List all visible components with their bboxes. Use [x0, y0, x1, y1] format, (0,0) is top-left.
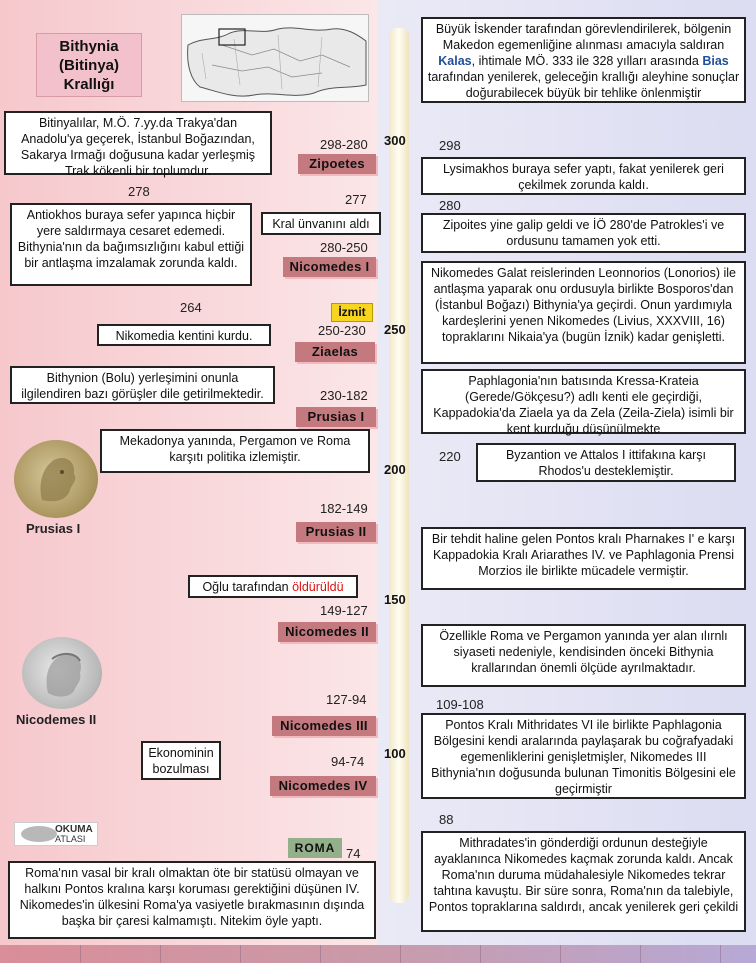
mithradates-88-box: Mithradates'in gönderdiği ordunun desteğiyle ayaklanınca Nikomedes kaçmak zorunda kaldı. Ancak Roma'nın duruma müdahalesiyle Nikomedes tekrar tahtına kavuştu. Bir süre sonra, Roma'nın da talebiyle, Pontos topraklarına saldırdı, ancak yenilerek geri çekildi: [421, 831, 746, 932]
prusias-caption: Prusias I: [26, 521, 81, 536]
anatolia-map: [181, 14, 369, 102]
king-years-prusias-1: 230-182: [320, 388, 368, 403]
logo-word-1: OKUMA: [55, 824, 93, 835]
kalas-name: Kalas: [438, 54, 472, 68]
king-label-nicomedes-3: Nicomedes III: [272, 716, 376, 736]
king-label-prusias-2: Prusias II: [296, 522, 376, 542]
makedonya-box: Mekadonya yanında, Pergamon ve Roma karşıtı politika izlemiştir.: [100, 429, 370, 473]
prusias-coin-image: [14, 440, 98, 518]
axis-label-150: 150: [384, 592, 406, 607]
bottom-bar: [0, 945, 756, 963]
king-years-nicomedes-2: 149-127: [320, 603, 368, 618]
title-line-3: Krallığı: [63, 76, 115, 93]
roma-label: ROMA: [288, 838, 342, 858]
axis-label-300: 300: [384, 133, 406, 148]
nicodemes-coin-image: [22, 637, 102, 709]
king-years-prusias-2: 182-149: [320, 501, 368, 516]
axis-label-250: 250: [384, 322, 406, 337]
king-label-nicomedes-1: Nicomedes I: [283, 257, 376, 277]
king-years-nicomedes-3: 127-94: [326, 692, 367, 707]
iskender-text-3: tarafından yenilerek, geleceğin krallığı aleyhine sonuçlar doğurabilecek büyük bir tehlike önlenmiştir: [427, 70, 740, 100]
byzantion-box: Byzantion ve Attalos I ittifakına karşı Rhodos'u desteklemiştir.: [476, 443, 736, 482]
king-years-nicomedes-1: 280-250: [320, 240, 368, 255]
axis-label-200: 200: [384, 462, 406, 477]
title-line-1: Bithynia: [59, 38, 119, 55]
page-title: [36, 33, 142, 97]
izmit-label: İzmit: [331, 303, 373, 322]
king-years-zipoetes: 298-280: [320, 137, 368, 152]
title-line-2: (Bitinya): [59, 57, 119, 74]
year-298: 298: [439, 138, 461, 153]
vasal-box: Roma'nın vasal bir kralı olmaktan öte bir statüsü olmayan ve halkını Pontos kralına karşı koruması gerektiğini düşünen IV. Nikomedes'in ülkesini Roma'ya vasiyetle bırakmasının dışında başka bir çaresi kalmamıştı. Nitekim öyle yaptı.: [8, 861, 376, 939]
mithridates-box: Pontos Kralı Mithridates VI ile birlikte Paphlagonia Bölgesini kendi aralarında paylaşarak bu coğrafyadaki egemenliklerini genişletmişler, Nikomedes III Bithynia'nın doğusunda bulunan Timonitis Bölgesini ele geçirmiştir: [421, 713, 746, 799]
nikomedia-box: Nikomedia kentini kurdu.: [97, 324, 271, 346]
bias-name: Bias: [702, 54, 729, 68]
logo-word-2: ATLASI: [55, 834, 86, 844]
year-109-108: 109-108: [436, 697, 484, 712]
king-label-prusias-1: Prusias I: [296, 407, 376, 427]
paphlagonia-box: Paphlagonia'nın batısında Kressa-Krateia (Gerede/Gökçesu?) adlı kenti ele geçirdiği, Kappadokia'da Ziaela ya da Zela (Zeila-Ziela) isimli bir kent kurduğu düşünülmekte: [421, 369, 746, 434]
year-74: 74: [346, 846, 361, 861]
year-280: 280: [439, 198, 461, 213]
map-icon: [182, 15, 368, 101]
antiokhos-box: Antiokhos buraya sefer yapınca hiçbir yere saldırmaya cesaret edemedi. Bithynia'nın da bağımsızlığını kabul ettiği bir antlaşma imzalamak zorunda kaldı.: [10, 203, 252, 286]
year-278: 278: [128, 184, 150, 199]
king-label-zipoetes: Zipoetes: [298, 154, 376, 174]
ozellikle-box: Özellikle Roma ve Pergamon yanında yer alan ılırnlı siyaseti nedeniyle, kendisinden önceki Bithynia krallarından önemli ölçüde ayrılmaktadır.: [421, 624, 746, 687]
iskender-box: [421, 17, 746, 103]
axis-label-100: 100: [384, 746, 406, 761]
intro-box: Bitinyalılar, M.Ö. 7.yy.da Trakya'dan Anadolu'ya geçerek, İstanbul Boğazından, Sakarya Irmağı doğusuna kadar yerleşmiş Trak kökenli bir toplumdur.: [4, 111, 272, 175]
oglu-box: [188, 575, 358, 598]
year-220: 220: [439, 449, 461, 464]
iskender-text-1: Büyük İskender tarafından görevlendirilerek, bölgenin Makedon egemenliğine alınması amacıyla saldıran: [435, 22, 732, 52]
king-label-ziaelas: Ziaelas: [295, 342, 375, 362]
iskender-text-2: , ihtimale MÖ. 333 ile 328 yılları arasında: [471, 54, 703, 68]
oglu-text: Oğlu tarafından: [202, 580, 289, 594]
lysimakhos-box: Lysimakhos buraya sefer yaptı, fakat yenilerek geri çekilmek zorunda kaldı.: [421, 157, 746, 195]
year-264: 264: [180, 300, 202, 315]
kral-box: Kral ünvanını aldı: [261, 212, 381, 235]
year-277: 277: [345, 192, 367, 207]
nicodemes-caption: Nicodemes II: [16, 712, 97, 727]
king-years-ziaelas: 250-230: [318, 323, 366, 338]
okuma-atlasi-logo: [14, 822, 98, 846]
year-88: 88: [439, 812, 454, 827]
ekonomi-box: Ekonominin bozulması: [141, 741, 221, 780]
king-years-nicomedes-4: 94-74: [331, 754, 365, 769]
bithynion-box: Bithynion (Bolu) yerleşimini onunla ilgilendiren bazı görüşler dile getirilmektedir.: [10, 366, 275, 404]
pontos-box: Bir tehdit haline gelen Pontos kralı Pharnakes I' e karşı Kappadokia Kralı Ariarathes IV. ve Paphlagonia Prensi Morzios ile birlikte mücadele vermiştir.: [421, 527, 746, 590]
nikomedes-galat-box: Nikomedes Galat reislerinden Leonnorios (Lonorios) ile antlaşma yaparak onu ordusuyla birlikte Bosporos'dan (İstanbul Boğazı) Bithynia'ya geçirdi. Onun yardımıyla kardeşlerini yenen Nikomedes (Livius, XXXVIII, 16) topraklarını Nikaia'ya (bugün İznik) kadar genişletti.: [421, 261, 746, 364]
zipoites-box: Zipoites yine galip geldi ve İÖ 280'de Patrokles'i ve ordusunu tamamen yok etti.: [421, 213, 746, 253]
olduruldu-text: öldürüldü: [292, 580, 344, 594]
king-label-nicomedes-4: Nicomedes IV: [270, 776, 376, 796]
king-label-nicomedes-2: Nicomedes II: [278, 622, 376, 642]
